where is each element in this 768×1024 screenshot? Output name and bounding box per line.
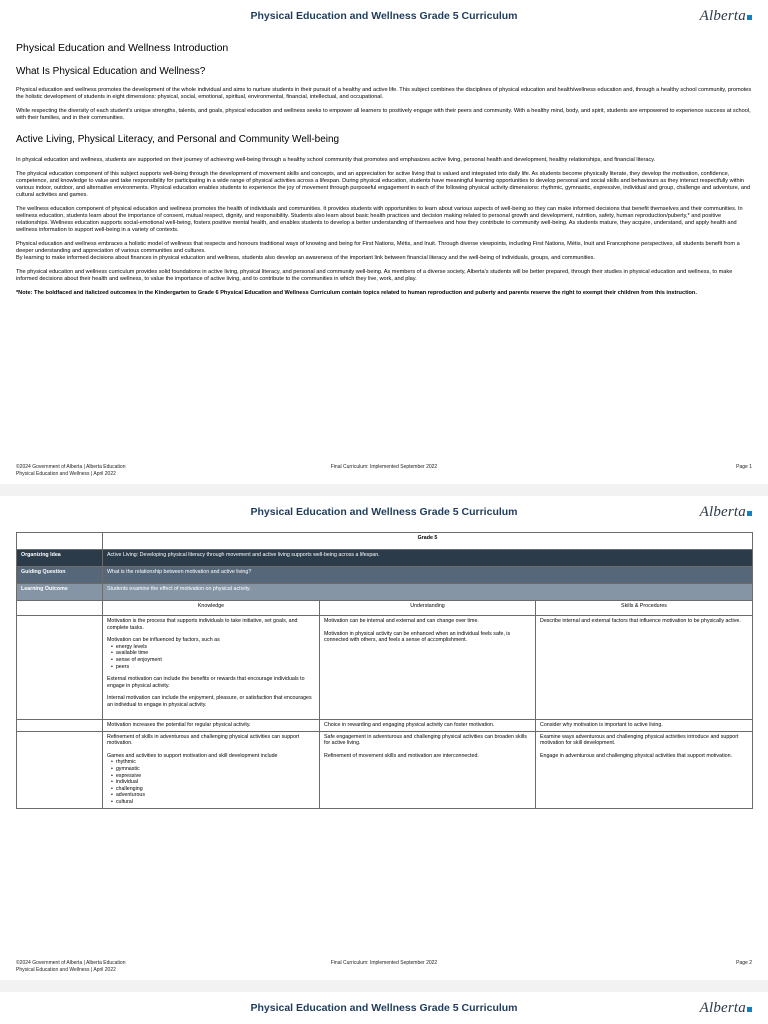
learning-outcome-row [17,584,753,601]
header-title: Physical Education and Wellness Grade 5 Curriculum [250,1002,518,1014]
logo-square-icon [747,511,752,516]
page-header [0,0,768,34]
page-number: Page 2 [736,960,752,966]
page-3 [0,992,768,1024]
column-header-row [17,601,753,616]
introduction-body [16,38,752,297]
paragraph: Physical education and wellness embraces a holistic model of wellness that respects and honours traditional ways of knowing and being for First Nations, Métis, and Inuit. Through diverse viewpoints, including First Nations, Métis, Inuit and Francophone perspectives, all students benefit from a deeper understanding and appreciation of various communities and cultures. [16,241,740,254]
page-header [0,992,768,1024]
table-row [17,616,753,720]
logo-square-icon [747,15,752,20]
list-item: • available time [117,650,315,657]
footer-status: Final Curriculum: Implemented September 2022 [330,464,438,470]
skills-cell: Consider why motivation is important to active living. [536,720,753,732]
understanding-cell [320,616,536,720]
list-item: • challenging [117,786,315,793]
list-item: • rhythmic [117,759,315,766]
alberta-logo [700,504,752,521]
guiding-question-label: Guiding Question [17,567,103,584]
paragraph: The physical education component of this subject supports well-being through the development of movement skills and concepts, and an appreciation for active living that is valued and integrated into daily life. As students become physically literate, they develop the motivation, confidence, competence, and knowledge to value and take responsibility for participating in a wide range of physical activities across a lifespan. During physical education, students have meaningful learning opportunities to develop personal and social skills and behaviours as they interact respectfully within various indoor, outdoor, and alternative environments. Physical education enables students to experience the joy of movement through purposeful engagement in each of the following physical activity dimensions: rhythmic, gymnastic, expressive, individual and group, challenge and adventure, and cultural activities and games. [16,171,751,198]
col-knowledge: Knowledge [103,601,320,616]
guiding-question-text: What is the relationship between motivation and active living? [103,567,753,584]
cell-text: Motivation in physical activity can be enhanced when an individual feels safe, is connected with others, and feels a sense of accomplishment. [324,630,511,644]
paragraph: Physical education and wellness promotes the development of the whole individual and aims to nurture students in their pursuit of a healthy and active life. This subject combines the disciplines of physical education and health/wellness education and, through a healthy school community, promotes the holistic development of students in eight dimensions: physical, social, emotional, spiritual, environmental, financial, intellectual, and occupational. [16,87,752,100]
cell-text: Motivation can be internal and external and can change over time. [324,618,479,624]
activity-list [107,759,315,805]
exemption-note: *Note: The boldfaced and italicized outcomes in the Kindergarten to Grade 6 Physical Education and Wellness Curriculum contain topics related to human reproduction and puberty and parents reserve the right to exempt their children from this instruction. [16,290,697,296]
list-item: • gymnastic [117,766,315,773]
cell-text: Games and activities to support motivation and skill development include [107,752,278,759]
list-item: • peers [117,664,315,671]
paragraph: The wellness education component of physical education and wellness promotes the health of individuals and communities. It provides students with opportunities to learn about various aspects of well-being so they can make informed decisions that benefit themselves and their communities. In wellness education, students learn about the importance of consent, mutual respect, dignity, and responsibility. Students also learn about basic health practices and decision making related to personal growth and development, nutrition, safety, human reproduction/puberty,* and positive relationships. Wellness education supports social-emotional well-being, fosters positive mental health, and enables students to develop a better understanding of themselves and how they contribute to community well-being. As students mature, they acquire, understand, and apply health and wellness information to support well-being in a variety of contexts. [16,206,743,233]
paragraph: In physical education and wellness, students are supported on their journey of achieving well-being through a healthy school community that promotes and emphasizes active living, personal health and development, healthy relationships, and financial literacy. [16,157,656,163]
grade-label: Grade 5 [103,533,753,550]
cell-text: External motivation can include the benefits or rewards that encourage individuals to engage in physical activity. [107,676,305,689]
guiding-question-row [17,567,753,584]
organizing-idea-label: Organizing Idea [17,550,103,567]
header-title: Physical Education and Wellness Grade 5 Curriculum [250,506,518,518]
header-title: Physical Education and Wellness Grade 5 Curriculum [250,10,518,22]
list-item: • adventurous [117,792,315,799]
curriculum-table [16,532,753,809]
what-is-heading: What Is Physical Education and Wellness? [16,66,206,77]
intro-heading: Physical Education and Wellness Introduction [16,42,229,54]
alberta-logo [700,1000,752,1017]
skills-cell [536,616,753,720]
page-header [0,496,768,530]
organizing-idea-text: Active Living: Developing physical literacy through movement and active living supports well-being across a lifespan. [103,550,753,567]
logo-text: Alberta [699,504,746,520]
page-2 [0,496,768,980]
cell-text: Internal motivation can include the enjoyment, pleasure, or satisfaction that encourages an individual to engage in physical activity. [107,695,312,708]
table-row [17,731,753,808]
organizing-idea-row [17,550,753,567]
page-1 [0,0,768,484]
cell-text: Engage in adventurous and challenging physical activities that support motivation. [540,752,732,759]
logo-text: Alberta [699,8,746,24]
cell-text: Motivation is the process that supports individuals to take initiative, set goals, and complete tasks. [107,618,298,631]
list-item: • energy levels [117,644,315,651]
cell-text: Refinement of movement skills and motivation are interconnected. [324,752,479,759]
cell-text: Safe engagement in adventurous and challenging physical activities can broaden skills for active living. [324,733,527,747]
paragraph: The physical education and wellness curriculum provides solid foundations in active living, physical literacy, and personal and community well-being. As members of a diverse society, Alberta's students will be better prepared, through their studies in physical education and wellness, to make informed decisions about their health and wellness, to value the importance of active living, and to contribute to the communities in which they live, work, and play. [16,269,733,282]
active-living-heading: Active Living, Physical Literacy, and Personal and Community Well-being [16,134,340,145]
paragraph: By learning to make informed decisions about finances in physical education and wellness, students also develop an awareness of the important link between financial literacy and the well-being of individuals, groups, and communities. [16,255,595,261]
learning-outcome-label: Learning Outcome [17,584,103,601]
logo-square-icon [747,1007,752,1012]
list-item: • expressive [117,773,315,780]
skills-cell [536,731,753,808]
knowledge-cell [103,616,320,720]
col-skills: Skills & Procedures [536,601,753,616]
logo-text: Alberta [699,1000,746,1016]
list-item: • individual [117,779,315,786]
list-item: • sense of enjoyment [117,657,315,664]
page-number: Page 1 [736,464,752,470]
alberta-logo [700,8,752,25]
footer-line: Physical Education and Wellness | April 2022 [16,966,116,973]
footer-line: Physical Education and Wellness | April 2022 [16,470,116,477]
knowledge-cell [103,731,320,808]
cell-text: Describe internal and external factors that influence motivation to be physically active. [540,618,741,624]
cell-text: Motivation can be influenced by factors, such as [107,637,220,644]
footer-line: ©2024 Government of Alberta | Alberta Education [16,960,126,966]
table-row [17,720,753,732]
grade-row [17,533,753,550]
knowledge-cell: Motivation increases the potential for regular physical activity. [103,720,320,732]
understanding-cell: Choice in rewarding and engaging physical activity can foster motivation. [320,720,536,732]
cell-text: Refinement of skills in adventurous and challenging physical activities can support motivation. [107,733,300,747]
learning-outcome-text: Students examine the effect of motivation on physical activity. [103,584,753,601]
understanding-cell [320,731,536,808]
factor-list [107,644,315,670]
paragraph: While respecting the diversity of each student's unique strengths, talents, and goals, physical education and wellness seeks to empower all learners to positively engage with their peers and community. With a healthy mind, body, and spirit, students are empowered to experience success at school, with their families, and in their communities. [16,108,751,121]
footer-line: ©2024 Government of Alberta | Alberta Education [16,464,126,470]
col-understanding: Understanding [320,601,536,616]
list-item: • cultural [117,799,315,806]
cell-text: Examine ways adventurous and challenging physical activities introduce and support motivation for skill development. [540,733,739,747]
footer-status: Final Curriculum: Implemented September 2022 [330,960,438,966]
